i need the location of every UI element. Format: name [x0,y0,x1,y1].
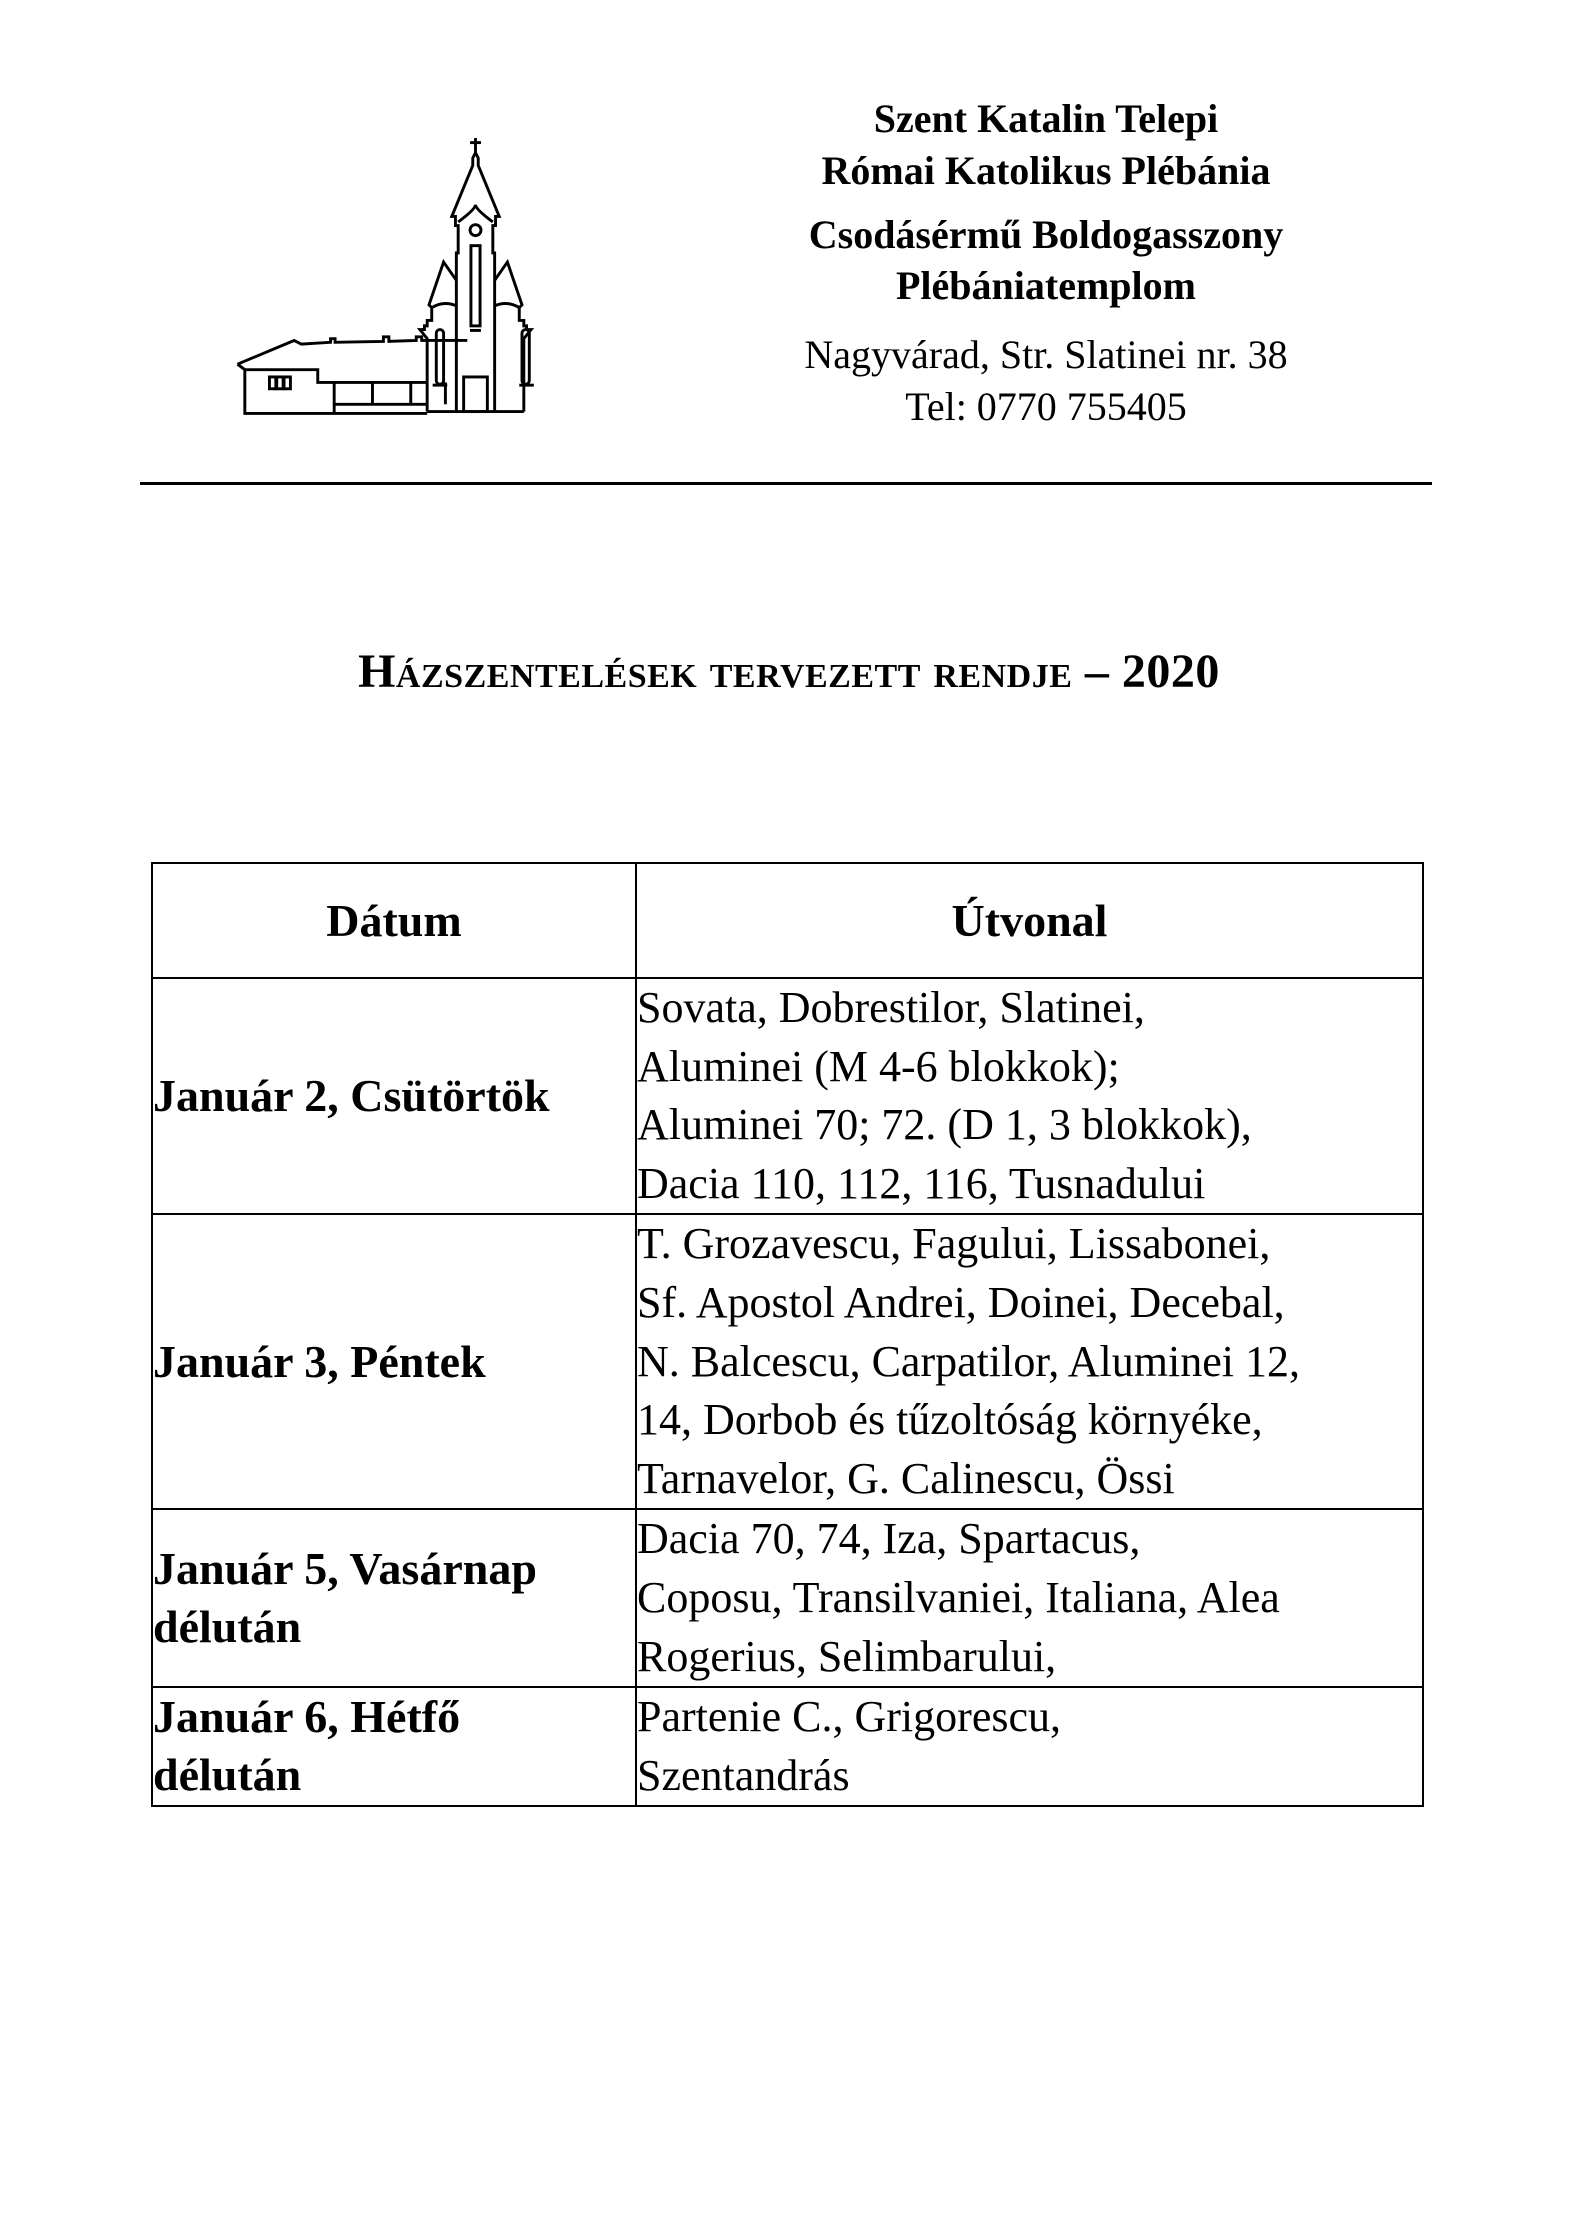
church-icon [218,118,640,428]
table-header-row [152,863,1423,978]
date-cell [152,1687,636,1806]
route-text: Rogerius, Selimbarului, [637,1631,1057,1681]
page-title: Házszentelések tervezett rendje – 2020 [358,645,1220,698]
route-text: Sf. Apostol Andrei, Doinei, Decebal, [637,1277,1285,1327]
date-text: Január 5, Vasárnap [153,1543,537,1595]
church-name-line-1: Csodásérmű Boldogasszony [808,212,1284,257]
route-cell [636,1687,1423,1806]
date-text: Január 2, Csütörtök [153,1070,550,1122]
date-cell [152,1214,636,1509]
date-text: Január 6, Hétfő [153,1691,461,1743]
route-text: Aluminei (M 4-6 blokkok); [637,1041,1120,1091]
date-text: Január 3, Péntek [153,1335,486,1387]
route-text: 14, Dorbob és tűzoltóság környéke, [637,1395,1263,1445]
phone-line: Tel: 0770 755405 [905,384,1187,429]
schedule-table [151,862,1424,1807]
route-text: Szentandrás [637,1750,850,1800]
table-row [152,978,1423,1214]
route-text: Dacia 110, 112, 116, Tusnadului [637,1158,1206,1208]
route-cell [636,978,1423,1214]
route-cell [636,1214,1423,1509]
table-row [152,1214,1423,1509]
date-cell [152,1509,636,1687]
route-text: Coposu, Transilvaniei, Italiana, Alea [637,1572,1280,1622]
column-header-date: Dátum [152,863,636,978]
address-line: Nagyvárad, Str. Slatinei nr. 38 [804,332,1288,377]
route-text: Tarnavelor, G. Calinescu, Össi [637,1453,1175,1503]
table-row [152,1687,1423,1806]
route-text: T. Grozavescu, Fagului, Lissabonei, [637,1219,1271,1269]
parish-name-line-1: Szent Katalin Telepi [873,96,1219,141]
route-text: Partenie C., Grigorescu, [637,1692,1061,1742]
table-row [152,1509,1423,1687]
route-text: Aluminei 70; 72. (D 1, 3 blokkok), [637,1100,1252,1150]
column-header-route: Útvonal [636,863,1423,978]
route-cell [636,1509,1423,1687]
route-text: Dacia 70, 74, Iza, Spartacus, [637,1514,1141,1564]
header-divider [140,482,1432,485]
date-cell [152,978,636,1214]
route-text: N. Balcescu, Carpatilor, Aluminei 12, [637,1336,1300,1386]
date-subtext: délután [153,1749,302,1801]
date-subtext: délután [153,1601,302,1653]
route-text: Sovata, Dobrestilor, Slatinei, [637,983,1145,1032]
parish-name-line-2: Római Katolikus Plébánia [821,148,1271,193]
church-name-line-2: Plébániatemplom [896,263,1196,308]
